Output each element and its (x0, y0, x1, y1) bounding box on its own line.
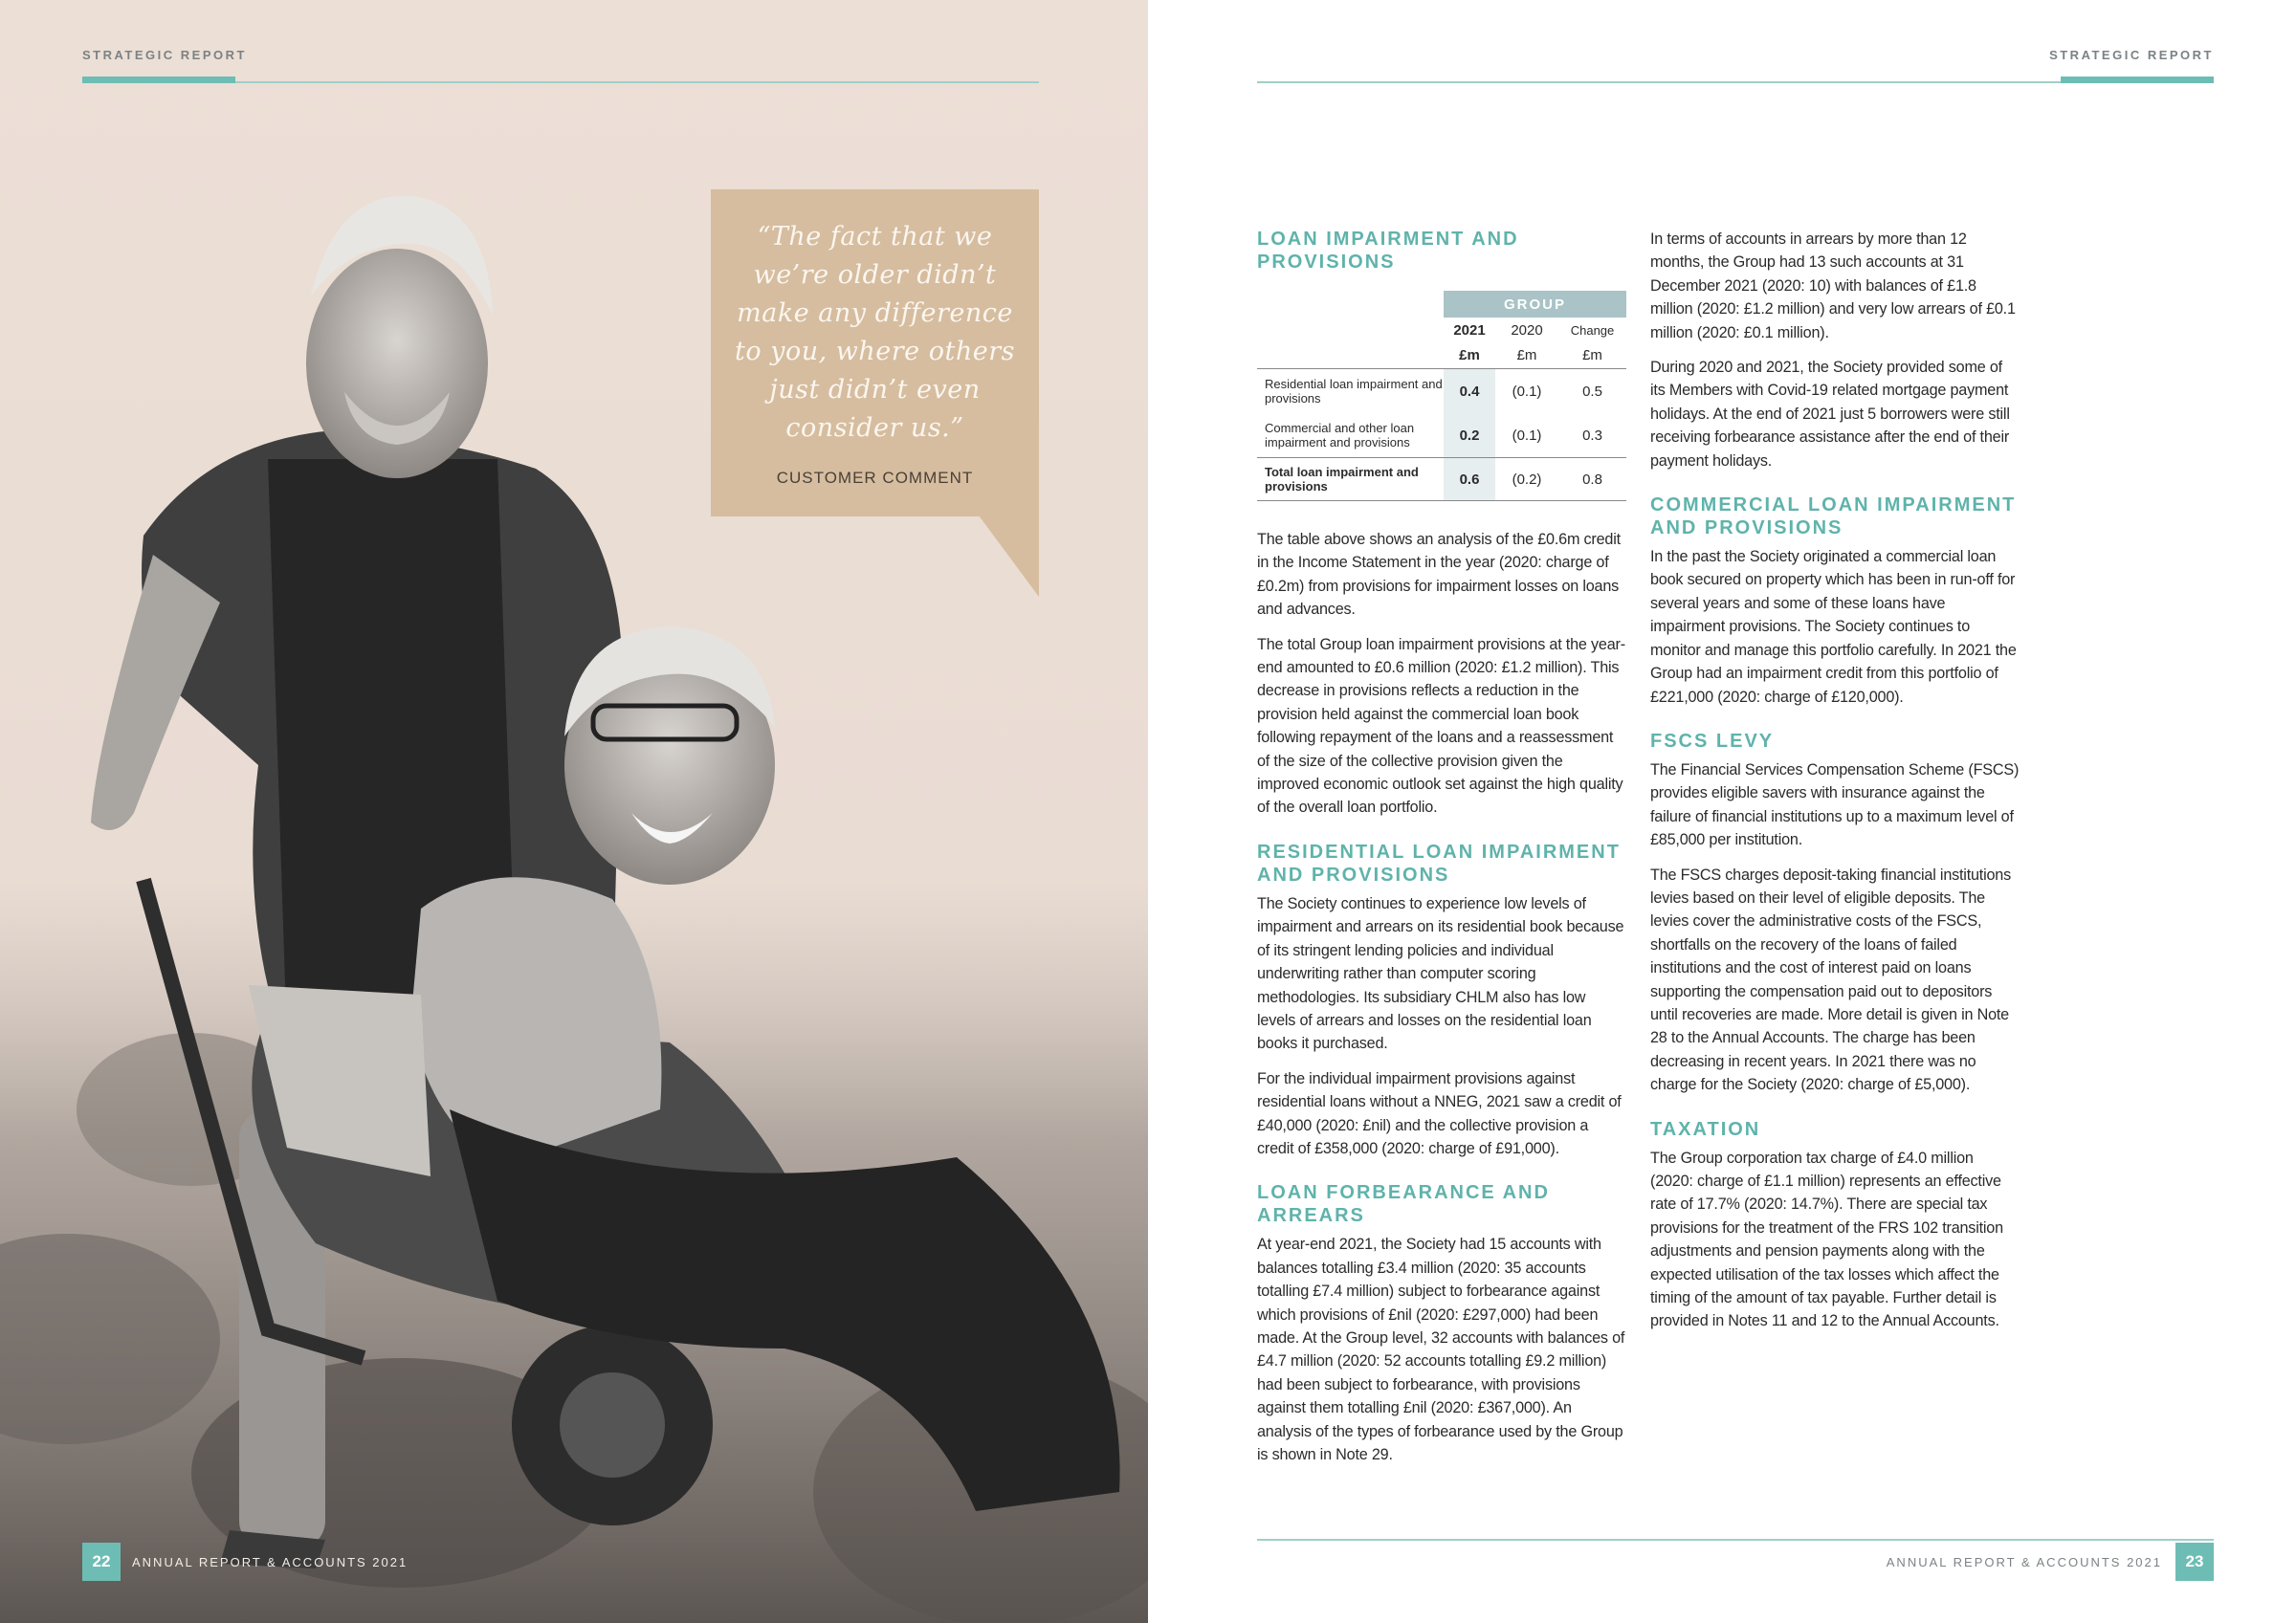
heading-taxation: TAXATION (1650, 1118, 1761, 1140)
quote-attribution: CUSTOMER COMMENT (776, 469, 974, 487)
heading-loan-impairment: LOAN IMPAIRMENT AND PROVISIONS (1257, 229, 1519, 273)
heading-forbearance: LOAN FORBEARANCE AND ARREARS (1257, 1182, 1550, 1227)
right-page (1148, 0, 2296, 1623)
table-row: Residential loan impairment and provisions 0.4 (0.1) 0.5 (1257, 369, 1626, 413)
quote-text: “The fact that we we’re older didn’t make any difference to you, where others just didn’t even consider us.” (735, 222, 1015, 443)
paragraph: The Financial Services Compensation Scheme (FSCS) provides eligible savers with insurance against the failure of financial institutions up to a maximum level of £85,000 per institution. (1650, 760, 2020, 849)
footer-rule-right (1257, 1539, 2214, 1541)
text-column-right (1650, 228, 2020, 1345)
heading-commercial: COMMERCIAL LOAN IMPAIRMENT AND PROVISIONS (1650, 494, 2017, 539)
table-unit-row: £m £m £m (1257, 342, 1626, 369)
header-accent-right (2061, 77, 2214, 83)
heading-residential: RESIDENTIAL LOAN IMPAIRMENT AND PROVISIONS (1257, 841, 1621, 886)
impairment-table (1257, 291, 1626, 501)
customer-quote-box (711, 189, 1039, 516)
table-total-row: Total loan impairment and provisions 0.6 (0.2) 0.8 (1257, 457, 1626, 501)
paragraph: In terms of accounts in arrears by more than 12 months, the Group had 13 such accounts at 31 December 2021 (2020: 10) with balances of £1.8 million (2020: £1.2 million) and very low arrears of £0.1 million (2020: £0.1 million). (1650, 230, 2016, 341)
table-year-row: 2021 2020 Change (1257, 318, 1626, 342)
paragraph: During 2020 and 2021, the Society provided some of its Members with Covid-19 related mortgage payment holidays. At the end of 2021 just 5 borrowers were still receiving forbearance assistance after the end of their payment holidays. (1650, 359, 2010, 470)
footer-right: ANNUAL REPORT & ACCOUNTS 2021 (1886, 1555, 2162, 1569)
paragraph: The Group corporation tax charge of £4.0 million (2020: charge of £1.1 million) represents an effective rate of 17.7% (2020: 14.7%). There are special tax provisions for the treatment of the FRS 102 transition adjustments and pension payments along with the expected utilisation of the tax losses which affect the timing of the amount of tax payable. Further detail is provided in Notes 11 and 12 to the Annual Accounts. (1650, 1149, 2003, 1330)
table-row: Commercial and other loan impairment and provisions 0.2 (0.1) 0.3 (1257, 413, 1626, 457)
paragraph: In the past the Society originated a commercial loan book secured on property which has been in run-off for several years and some of these loans have impairment provisions. The Society continues to monitor and manage this portfolio carefully. In 2021 the Group had an impairment credit from this portfolio of £221,000 (2020: charge of £120,000). (1650, 548, 2017, 706)
quote-tail (979, 515, 1039, 597)
paragraph: The Society continues to experience low levels of impairment and arrears on its residential book because of its stringent lending policies and individual underwriting rather than computer scoring methodologies. Its subsidiary CHLM also has low levels of arrears and losses on the residential loan books it purchased. (1257, 894, 1624, 1053)
paragraph: The FSCS charges deposit-taking financial institutions levies based on their level of eligible deposits. The levies cover the administrative costs of the FSCS, shortfalls on the recovery of the loans of failed institutions and the cost of interest paid on loans supporting the compensation paid out to depositors until recoveries are made. More detail is given in Note 28 to the Annual Accounts. The charge has been decreasing in recent years. In 2021 there was no charge for the Society (2020: charge of £5,000). (1650, 866, 2011, 1094)
paragraph: For the individual impairment provisions against residential loans without a NNEG, 2021 saw a credit of £40,000 (2020: £nil) and the collective provision a credit of £358,000 (2020: charge of £91,000). (1257, 1069, 1622, 1157)
paragraph: The total Group loan impairment provisions at the year-end amounted to £0.6 million (2020: £1.2 million). This decrease in provisions reflects a reduction in the provision held against the commercial loan book following repayment of the loans and a reassessment of the size of the collective provision given the improved economic outlook set against the high quality of the overall loan portfolio. (1257, 635, 1625, 817)
header-accent-left (82, 77, 235, 83)
page-number-left: 22 (82, 1543, 121, 1581)
page-number-right: 23 (2175, 1543, 2214, 1581)
running-head-right: STRATEGIC REPORT (2049, 48, 2214, 62)
text-column-left (1257, 228, 1626, 1478)
heading-fscs: FSCS LEVY (1650, 730, 1775, 752)
paragraph: The table above shows an analysis of the £0.6m credit in the Income Statement in the year (2020: charge of £0.2m) from provisions for impairment losses on loans and advances. (1257, 531, 1621, 619)
footer-left: ANNUAL REPORT & ACCOUNTS 2021 (132, 1555, 408, 1569)
table-group-band: GROUP (1444, 291, 1626, 318)
running-head-left: STRATEGIC REPORT (82, 48, 247, 62)
paragraph: At year-end 2021, the Society had 15 accounts with balances totalling £3.4 million (2020: 35 accounts totalling £7.4 million) subject to forbearance against which provisions of £nil (2020: £297,000) had been made. At the Group level, 32 accounts with balances of £4.7 million (2020: 52 accounts totalling £9.2 million) had been subject to forbearance, with provisions against them totalling £nil (2020: £367,000). An analysis of the types of forbearance used by the Group is shown in Note 29. (1257, 1236, 1625, 1463)
